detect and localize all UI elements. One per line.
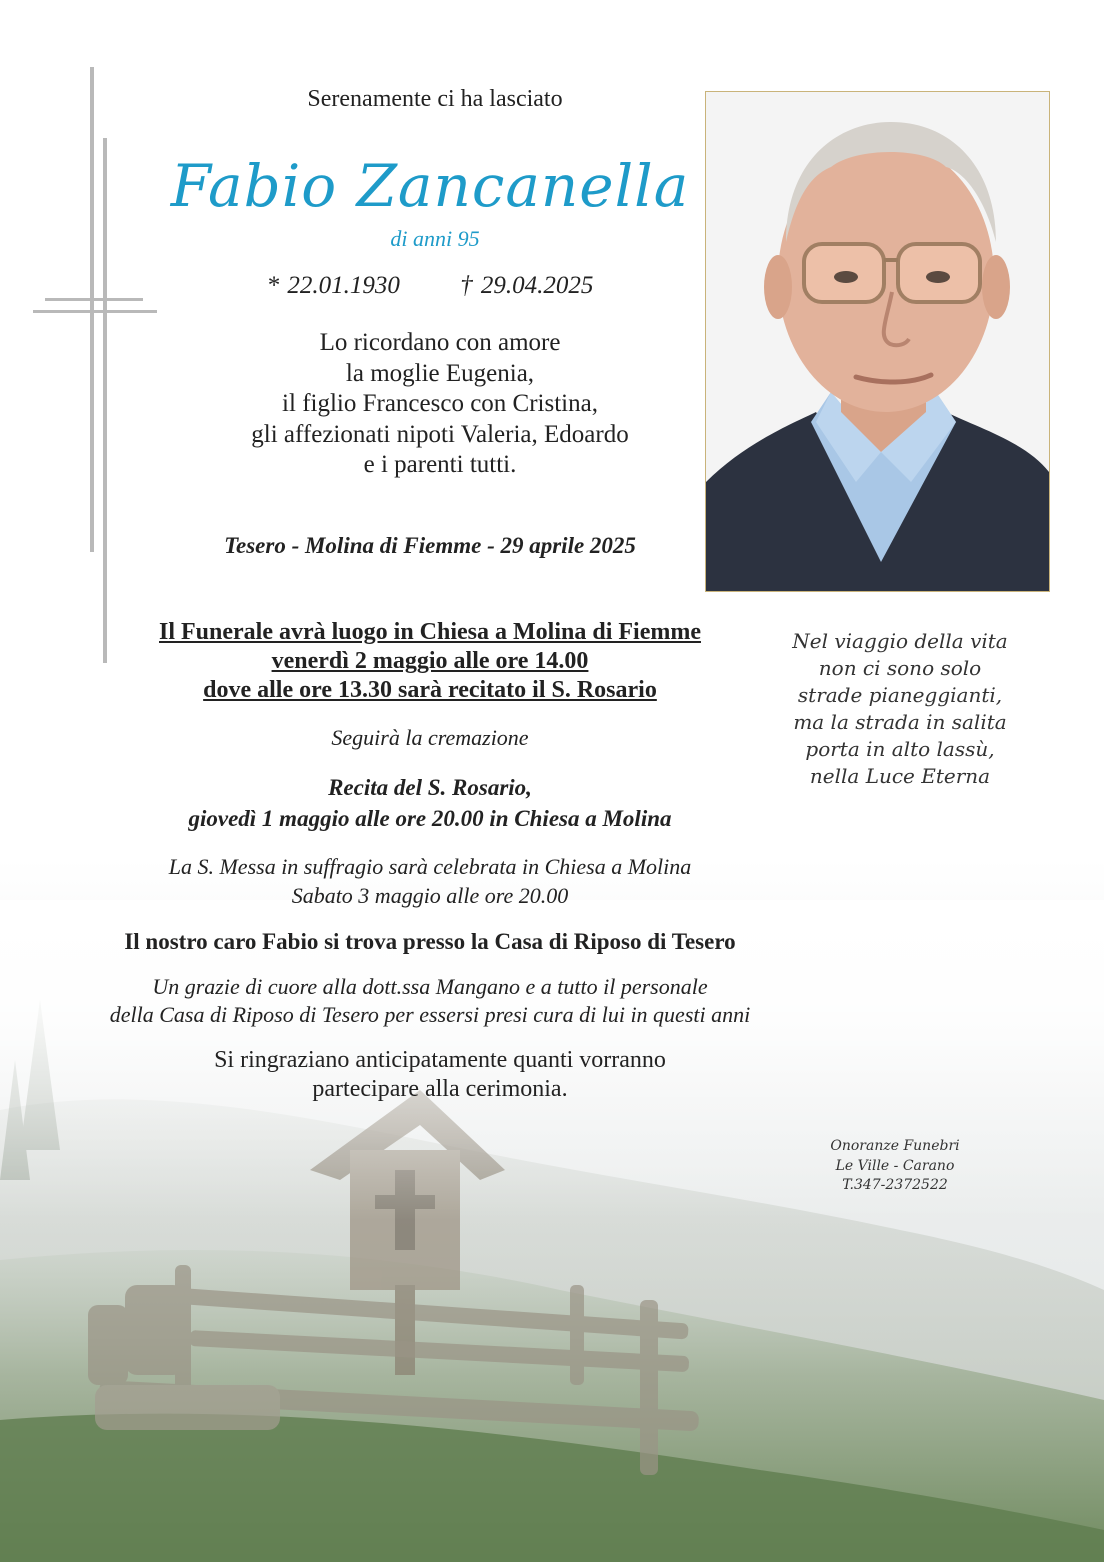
poem-verse (760, 628, 1040, 790)
final-line: partecipare alla cerimonia. (312, 1076, 568, 1102)
poem-line: ma la strada in salita (793, 710, 1007, 734)
mass-line: Sabato 3 maggio alle ore 20.00 (291, 883, 569, 908)
family-line: Lo ricordano con amore (319, 329, 561, 356)
poem-line: nella Luce Eterna (809, 764, 991, 788)
mass-line: La S. Messa in suffragio sarà celebrata in Chiesa a Molina (168, 854, 692, 879)
funeral-line: dove alle ore 13.30 sarà recitato il S. Rosario (203, 677, 657, 703)
portrait-illustration (706, 92, 1049, 591)
rosary-info (100, 772, 760, 834)
poem-line: non ci sono solo (818, 656, 982, 680)
rosary-line: giovedì 1 maggio alle ore 20.00 in Chiesa a Molina (188, 806, 672, 831)
birth-date: * 22.01.1930 (266, 272, 400, 299)
life-dates (200, 272, 660, 300)
cremation-note: Seguirà la cremazione (331, 725, 529, 750)
family-line: il figlio Francesco con Cristina, (282, 390, 598, 417)
family-line: e i parenti tutti. (363, 451, 517, 478)
residence-note: Il nostro caro Fabio si trova presso la Casa di Riposo di Tesero (124, 929, 736, 954)
poem-line: strade pianeggianti, (797, 683, 1003, 707)
funeral-info (80, 618, 780, 705)
portrait-photo (705, 91, 1050, 592)
agency-name: Onoranze Funebri (830, 1138, 960, 1154)
family-block (160, 328, 720, 481)
final-line: Si ringraziano anticipatamente quanti vorranno (214, 1047, 666, 1073)
thanks-line: della Casa di Riposo di Tesero per essersi presi cura di lui in questi anni (109, 1002, 751, 1027)
agency-location: Le Ville - Carano (835, 1157, 955, 1174)
poem-line: porta in alto lassù, (805, 737, 995, 761)
rosary-line: Recita del S. Rosario, (328, 775, 532, 800)
place-date: Tesero - Molina di Fiemme - 29 aprile 2025 (224, 533, 636, 558)
family-line: gli affezionati nipoti Valeria, Edoardo (251, 420, 629, 448)
final-thanks (130, 1046, 750, 1104)
agency-phone: T.347-2372522 (842, 1177, 948, 1193)
poem-line: Nel viaggio della vita (792, 629, 1008, 653)
funeral-line: venerdì 2 maggio alle ore 14.00 (271, 648, 589, 674)
family-line: la moglie Eugenia, (345, 359, 535, 387)
mass-info (80, 852, 780, 910)
deceased-name: Fabio Zancanella (170, 152, 690, 220)
death-date: † 29.04.2025 (460, 272, 594, 299)
intro-text: Serenamente ci ha lasciato (307, 86, 563, 112)
funeral-agency (800, 1137, 990, 1196)
thanks-line: Un grazie di cuore alla dott.ssa Mangano e a tutto il personale (152, 974, 708, 999)
thanks-note (30, 973, 830, 1029)
funeral-line: Il Funerale avrà luogo in Chiesa a Molina di Fiemme (159, 619, 701, 645)
age-text: di anni 95 (390, 226, 480, 251)
